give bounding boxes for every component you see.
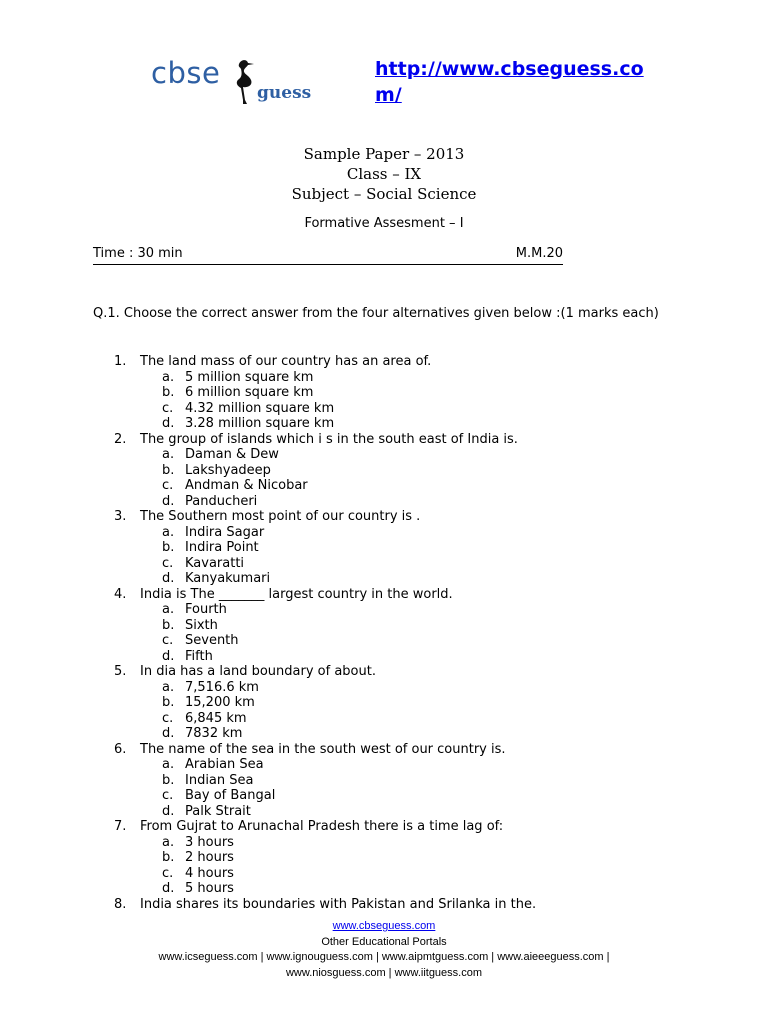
question-list	[114, 354, 674, 912]
option-text: Indira Point	[185, 540, 259, 555]
option-text: Seventh	[185, 633, 239, 648]
option-letter: b.	[162, 385, 175, 400]
logo-guess-text: guess	[257, 83, 312, 103]
option-letter: d.	[162, 803, 175, 819]
option-letter: b.	[162, 850, 175, 865]
option-text: 5 hours	[185, 881, 234, 896]
option-text: Bay of Bangal	[185, 788, 276, 803]
website-link[interactable]: http://www.cbseguess.com/	[375, 58, 644, 106]
question-number: 8.	[114, 896, 127, 912]
answer-option	[162, 711, 674, 727]
option-letter: c.	[162, 788, 174, 803]
option-letter: b.	[162, 695, 175, 710]
question-item	[114, 509, 674, 525]
answer-option	[162, 726, 674, 742]
time-label: Time : 30 min	[93, 246, 183, 261]
option-text: Panducheri	[185, 493, 258, 509]
option-letter: b.	[162, 540, 175, 555]
option-text: 7832 km	[185, 726, 243, 741]
answer-option	[162, 556, 674, 572]
option-text: 3.28 million square km	[185, 416, 335, 431]
option-letter: c.	[162, 555, 174, 571]
answer-option	[162, 633, 674, 649]
option-text: Sixth	[185, 617, 218, 633]
option-text: Kavaratti	[185, 555, 245, 571]
option-text: 2 hours	[185, 850, 234, 865]
question-item	[114, 432, 674, 448]
option-letter: a.	[162, 757, 175, 772]
page-footer	[0, 919, 768, 981]
answer-option	[162, 618, 674, 634]
option-letter: d.	[162, 726, 175, 741]
answer-option	[162, 757, 674, 773]
cbseguess-logo	[151, 56, 321, 112]
option-letter: a.	[162, 524, 175, 540]
option-letter: a.	[162, 369, 175, 385]
option-letter: d.	[162, 571, 175, 586]
option-text: 7,516.6 km	[185, 679, 259, 695]
question-number: 6.	[114, 741, 127, 757]
option-letter: d.	[162, 881, 175, 896]
answer-option	[162, 385, 674, 401]
question-text: The name of the sea in the south west of our country is.	[140, 741, 506, 757]
option-text: 4.32 million square km	[185, 400, 335, 416]
option-letter: a.	[162, 602, 175, 617]
option-text: Fourth	[185, 602, 227, 617]
footer-site-link[interactable]: www.cbseguess.com	[332, 920, 436, 932]
option-letter: c.	[162, 865, 174, 881]
answer-option	[162, 463, 674, 479]
option-text: 4 hours	[185, 865, 234, 881]
option-text: 5 million square km	[185, 369, 314, 385]
title-line-class: Class – IX	[346, 165, 422, 183]
option-letter: d.	[162, 416, 175, 431]
answer-option	[162, 649, 674, 665]
question-instruction: Q.1. Choose the correct answer from the four alternatives given below :(1 marks each)	[93, 306, 659, 321]
answer-option	[162, 773, 674, 789]
option-text: Indira Sagar	[185, 524, 265, 540]
option-letter: d.	[162, 493, 175, 509]
question-text: The Southern most point of our country is .	[140, 509, 421, 524]
logo-cbse-text: cbse	[151, 56, 221, 90]
answer-option	[162, 602, 674, 618]
answer-option	[162, 804, 674, 820]
answer-option	[162, 540, 674, 556]
answer-option	[162, 850, 674, 866]
option-letter: b.	[162, 617, 175, 633]
answer-option	[162, 416, 674, 432]
answer-option	[162, 494, 674, 510]
option-text: Arabian Sea	[185, 757, 264, 772]
question-item	[114, 897, 674, 913]
paper-title	[0, 144, 768, 204]
question-number: 7.	[114, 819, 127, 834]
question-number: 3.	[114, 509, 127, 524]
option-letter: c.	[162, 400, 174, 416]
answer-option	[162, 370, 674, 386]
option-letter: c.	[162, 633, 174, 648]
question-item	[114, 587, 674, 603]
option-letter: c.	[162, 478, 174, 493]
title-line-subject: Subject – Social Science	[291, 185, 477, 203]
option-text: Lakshyadeep	[185, 462, 271, 478]
title-line-paper: Sample Paper – 2013	[303, 145, 465, 163]
question-item	[114, 664, 674, 680]
question-text: The land mass of our country has an area of.	[140, 354, 432, 369]
question-text: India is The _______ largest country in the world.	[140, 586, 453, 602]
question-number: 4.	[114, 586, 127, 602]
question-text: The group of islands which i s in the south east of India is.	[140, 431, 518, 447]
option-text: 15,200 km	[185, 695, 255, 710]
option-text: Andman & Nicobar	[185, 478, 308, 493]
answer-option	[162, 401, 674, 417]
option-text: Fifth	[185, 648, 213, 664]
option-text: Palk Strait	[185, 803, 251, 819]
question-text: From Gujrat to Arunachal Pradesh there is a time lag of:	[140, 819, 504, 834]
option-letter: a.	[162, 679, 175, 695]
question-number: 1.	[114, 354, 127, 369]
assessment-title: Formative Assesment – I	[304, 216, 464, 231]
option-letter: d.	[162, 648, 175, 664]
footer-portals-heading: Other Educational Portals	[321, 935, 447, 948]
time-marks-row	[93, 246, 563, 265]
option-text: 3 hours	[185, 834, 234, 850]
option-text: Indian Sea	[185, 772, 254, 788]
footer-portals-line2: www.niosguess.com | www.iitguess.com	[285, 966, 483, 979]
question-text: India shares its boundaries with Pakistan and Srilanka in the.	[140, 896, 537, 912]
question-text: In dia has a land boundary of about.	[140, 664, 376, 679]
option-letter: b.	[162, 772, 175, 788]
answer-option	[162, 447, 674, 463]
question-item	[114, 742, 674, 758]
answer-option	[162, 881, 674, 897]
answer-option	[162, 571, 674, 587]
option-text: Kanyakumari	[185, 571, 271, 586]
answer-option	[162, 525, 674, 541]
answer-option	[162, 680, 674, 696]
question-number: 2.	[114, 431, 127, 447]
option-letter: a.	[162, 834, 175, 850]
option-letter: c.	[162, 710, 174, 726]
option-text: 6,845 km	[185, 710, 247, 726]
option-text: 6 million square km	[185, 385, 314, 400]
question-number: 5.	[114, 664, 127, 679]
answer-option	[162, 788, 674, 804]
option-letter: a.	[162, 447, 175, 462]
option-letter: b.	[162, 462, 175, 478]
footer-portals-line1: www.icseguess.com | www.ignouguess.com | www.aipmtguess.com | www.aieeeguess.com |	[158, 951, 610, 963]
max-marks-label: M.M.20	[515, 246, 563, 261]
answer-option	[162, 478, 674, 494]
option-text: Daman & Dew	[185, 447, 279, 462]
question-item	[114, 354, 674, 370]
answer-option	[162, 835, 674, 851]
answer-option	[162, 866, 674, 882]
question-item	[114, 819, 674, 835]
answer-option	[162, 695, 674, 711]
